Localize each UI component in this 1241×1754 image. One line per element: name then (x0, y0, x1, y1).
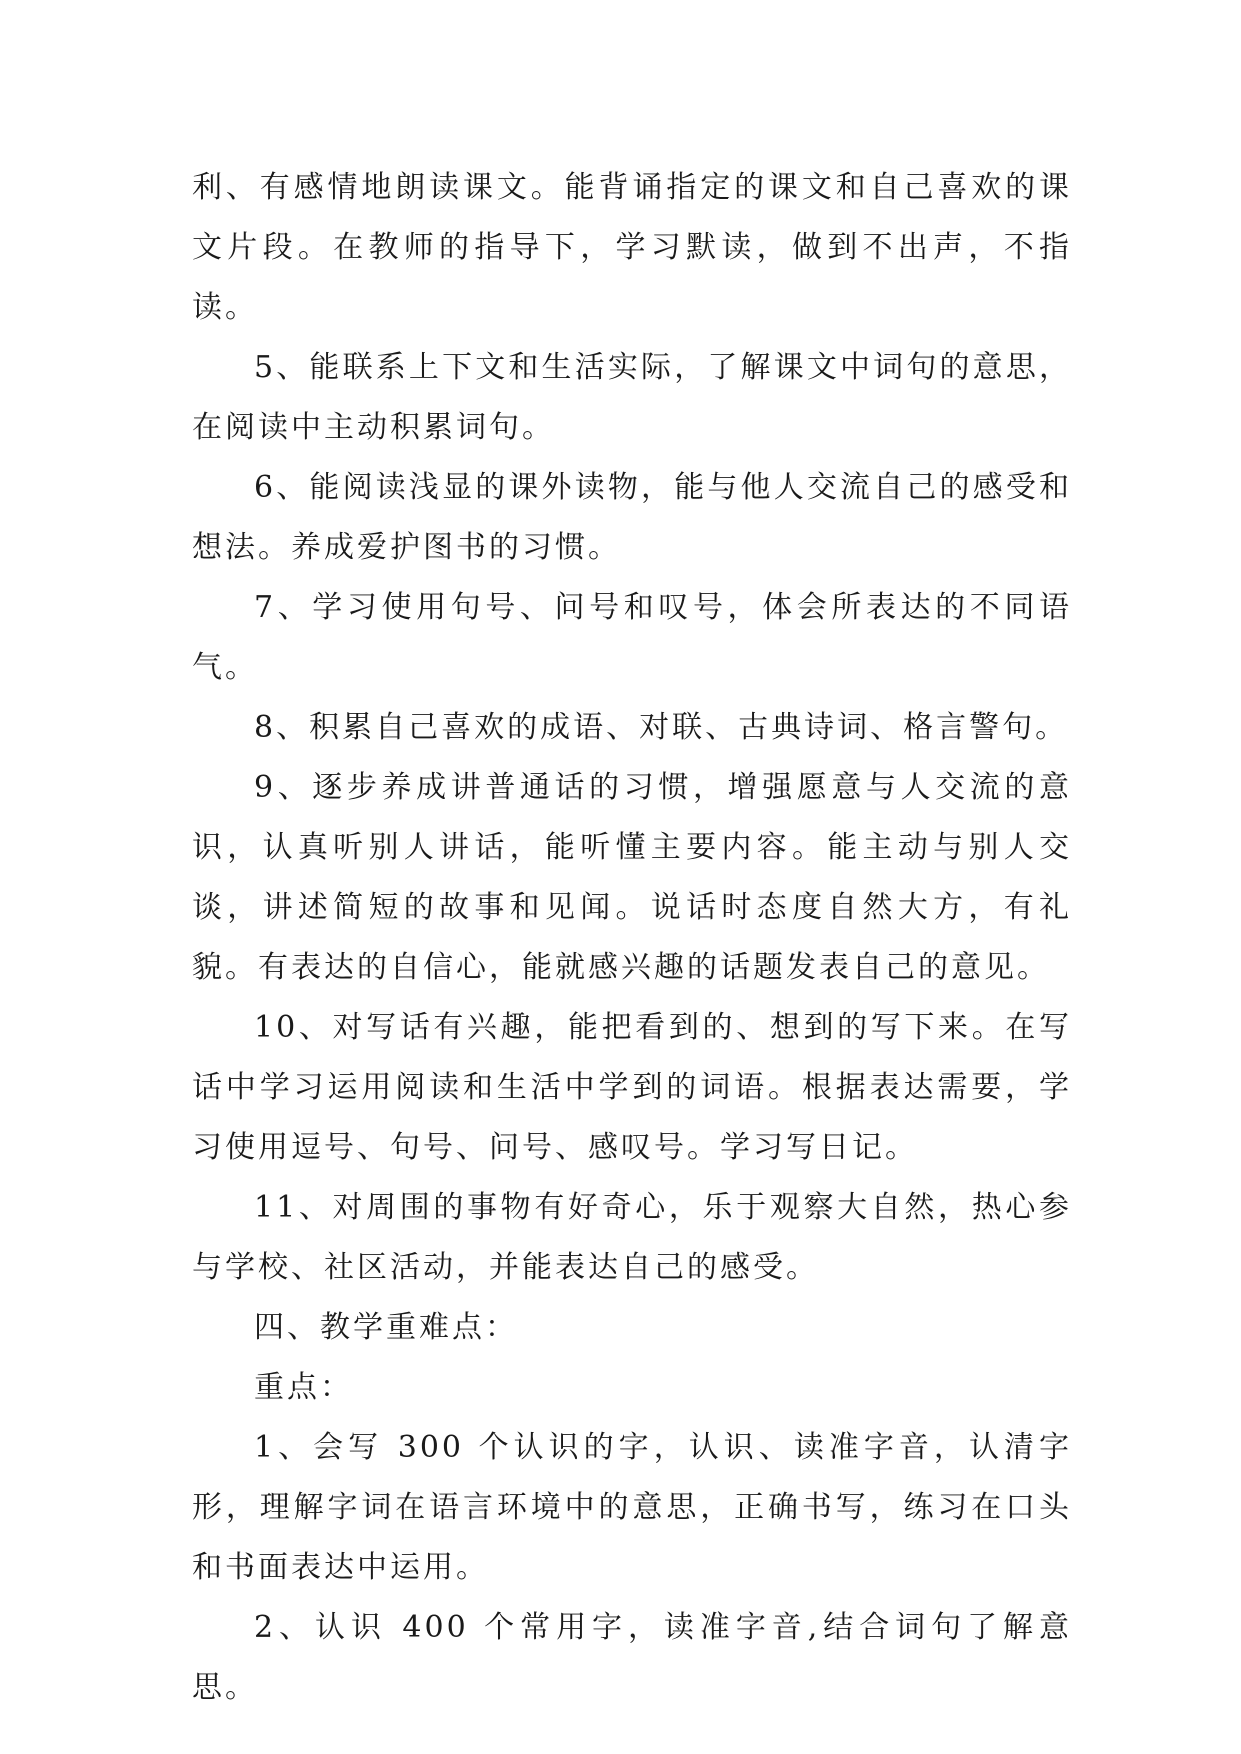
paragraph-item-8: 8、积累自己喜欢的成语、对联、古典诗词、格言警句。 (254, 710, 1069, 745)
paragraph-item-5: 5、能联系上下文和生活实际，了解课文中词句的意思，在阅读中主动积累词句。 (192, 350, 1072, 445)
document-body (192, 158, 1072, 1718)
paragraph-item-10: 10、对写话有兴趣，能把看到的、想到的写下来。在写话中学习运用阅读和生活中学到的词语。根据表达需要，学习使用逗号、句号、问号、感叹号。学习写日记。 (192, 1010, 1072, 1165)
paragraph-item-7: 7、学习使用句号、问号和叹号，体会所表达的不同语气。 (192, 590, 1072, 685)
paragraph-item-9: 9、逐步养成讲普通话的习惯，增强愿意与人交流的意识，认真听别人讲话，能听懂主要内容。能主动与别人交谈，讲述简短的故事和见闻。说话时态度自然大方，有礼貌。有表达的自信心，能就感兴趣的话题发表自己的意见。 (192, 770, 1072, 985)
paragraph-item-6: 6、能阅读浅显的课外读物，能与他人交流自己的感受和想法。养成爱护图书的习惯。 (192, 470, 1072, 565)
paragraph-reading-continued: 利、有感情地朗读课文。能背诵指定的课文和自己喜欢的课文片段。在教师的指导下，学习默读，做到不出声，不指读。 (192, 170, 1072, 325)
subheading-focus: 重点： (254, 1370, 353, 1405)
focus-item-2: 2、认识 400 个常用字，读准字音,结合词句了解意思。 (192, 1610, 1072, 1705)
focus-item-1: 1、会写 300 个认识的字，认识、读准字音，认清字形，理解字词在语言环境中的意思，正确书写，练习在口头和书面表达中运用。 (192, 1430, 1072, 1585)
paragraph-item-11: 11、对周围的事物有好奇心，乐于观察大自然，热心参与学校、社区活动，并能表达自己的感受。 (192, 1190, 1072, 1285)
section-heading-key-points: 四、教学重难点： (254, 1310, 518, 1345)
